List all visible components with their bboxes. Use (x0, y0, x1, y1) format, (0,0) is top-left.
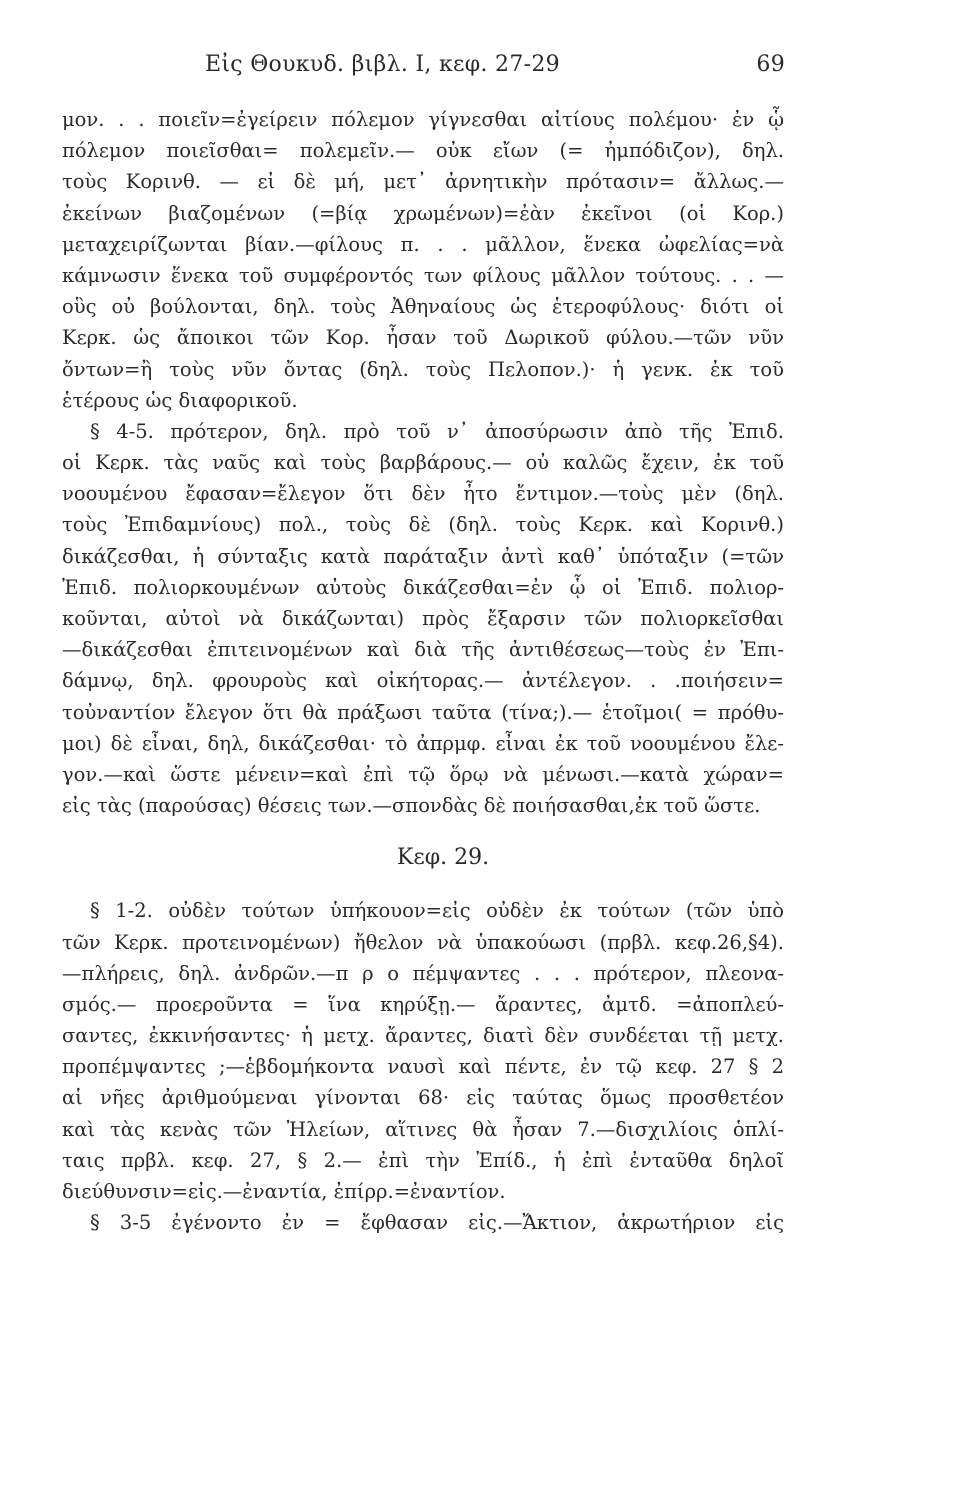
text-line: τοὺς Κορινθ. — εἰ δὲ μή, μετ᾽ ἀρνητικὴν πρότασιν= ἄλλως.— (62, 170, 784, 194)
text-line: —πλήρεις, δηλ. ἀνδρῶν.—π ρ ο πέμψαντες . . . πρότερον, πλεονα- (62, 961, 784, 985)
text-line: οἱ Κερκ. τὰς ναῦς καὶ τοὺς βαρβάρους.— οὐ καλῶς ἔχειν, ἐκ τοῦ (62, 451, 784, 475)
text-line: ὄντων=ἢ τοὺς νῦν ὄντας (δηλ. τοὺς Πελοπον.)· ἡ γενκ. ἐκ τοῦ (62, 357, 784, 381)
running-title: Εἰς Θουκυδ. βιβλ. Ι, κεφ. 27-29 (205, 52, 560, 77)
text-line: κοῦνται, αὐτοὶ νὰ δικάζωνται) πρὸς ἔξαρσιν τῶν πολιορκεῖσθαι (62, 607, 784, 630)
text-line: κάμνωσιν ἕνεκα τοῦ συμφέροντός των φίλους μᾶλλον τούτους. . . — (62, 263, 784, 287)
text-line: πόλεμον ποιεῖσθαι= πολεμεῖν.— οὐκ εἴων (= ἠμπόδιζον), δηλ. (62, 139, 784, 163)
text-line: § 1-2. οὐδὲν τούτων ὑπήκουον=εἰς οὐδὲν ἐκ τούτων (τῶν ὑπὸ (90, 899, 784, 923)
page-number: 69 (756, 52, 785, 77)
text-line: διεύθυνσιν=εἰς.—ἐναντία, ἐπίρρ.=ἐναντίον. (62, 1180, 506, 1203)
text-line: § 4-5. πρότερον, δηλ. πρὸ τοῦ ν᾽ ἀποσύρωσιν ἀπὸ τῆς Ἐπιδ. (90, 419, 784, 443)
text-line: ἑτέρους ὡς διαφορικοῦ. (62, 388, 298, 412)
text-line: μεταχειρίζωνται βίαν.—φίλους π. . . μᾶλλον, ἕνεκα ὠφελίας=νὰ (62, 232, 784, 256)
text-line: καὶ τὰς κενὰς τῶν Ἠλείων, αἵτινες θὰ ἦσαν 7.—δισχιλίοις ὁπλί- (62, 1117, 784, 1141)
text-line: τοὐναντίον ἔλεγον ὅτι θὰ πράξωσι ταῦτα (τίνα;).— ἑτοῖμοι( = πρόθυ- (62, 700, 784, 724)
text-line: Ἐπιδ. πολιορκουμένων αὐτοὺς δικάζεσθαι=ἐν ᾧ οἱ Ἐπιδ. πολιορ- (62, 575, 784, 599)
text-line: § 3-5 ἐγένοντο ἐν = ἔφθασαν εἰς.—Ἄκτιον, ἀκρωτήριον εἰς (90, 1211, 784, 1235)
text-line: τοὺς Ἐπιδαμνίους) πολ., τοὺς δὲ (δηλ. τοὺς Κερκ. καὶ Κορινθ.) (62, 513, 784, 537)
paragraph-chapter-29-notes (62, 895, 784, 1238)
text-line: ἐκείνων βιαζομένων (=βίᾳ χρωμένων)=ἐὰν ἐκεῖνοι (οἱ Κορ.) (62, 201, 784, 225)
paragraph-chapter-28-notes (62, 104, 784, 416)
text-line: —δικάζεσθαι ἐπιτεινομένων καὶ διὰ τῆς ἀντιθέσεως—τοὺς ἐν Ἐπι- (62, 638, 784, 662)
text-line: προπέμψαντες ;—ἑβδομήκοντα ναυσὶ καὶ πέντε, ἐν τῷ κεφ. 27 § 2 (62, 1055, 784, 1079)
text-line: δικάζεσθαι, ἡ σύνταξις κατὰ παράταξιν ἀντὶ καθ᾽ ὑπόταξιν (=τῶν (62, 544, 784, 568)
text-line: τῶν Κερκ. προτεινομένων) ἤθελον νὰ ὑπακούωσι (πρβλ. κεφ.26,§4). (62, 930, 784, 954)
text-line: δάμνῳ, δηλ. φρουροὺς καὶ οἰκήτορας.— ἀντέλεγον. . .ποιήσειν= (62, 669, 784, 693)
commentary-text (62, 104, 784, 1238)
chapter-heading: Κεφ. 29. (396, 845, 490, 871)
text-line: ταις πρβλ. κεφ. 27, § 2.— ἐπὶ τὴν Ἐπίδ., ἡ ἐπὶ ἐνταῦθα δηλοῖ (62, 1148, 784, 1172)
text-line: εἰς τὰς (παρούσας) θέσεις των.—σπονδὰς δὲ ποιήσασθαι,ἐκ τοῦ ὥστε. (62, 794, 761, 818)
text-line: σαντες, ἐκκινήσαντες· ἡ μετχ. ἄραντες, διατὶ δὲν συνδέεται τῇ μετχ. (62, 1024, 784, 1048)
text-line: σμός.— προεροῦντα = ἵνα κηρύξῃ.— ἄραντες, ἀμτδ. =ἀποπλεύ- (62, 992, 784, 1016)
text-line: αἱ νῆες ἀριθμούμεναι γίνονται 68· εἰς ταύτας ὅμως προσθετέον (62, 1086, 784, 1110)
text-line: νοουμένου ἔφασαν=ἔλεγον ὅτι δὲν ἦτο ἔντιμον.—τοὺς μὲν (δηλ. (62, 482, 784, 506)
text-line: μοι) δὲ εἶναι, δηλ, δικάζεσθαι· τὸ ἀπρμφ. εἶναι ἐκ τοῦ νοουμένου ἔλε- (62, 731, 784, 755)
text-line: γον.—καὶ ὥστε μένειν=καὶ ἐπὶ τῷ ὅρῳ νὰ μένωσι.—κατὰ χώραν= (62, 762, 784, 786)
paragraph-section-4-5 (62, 416, 784, 821)
text-line: μον. . . ποιεῖν=ἐγείρειν πόλεμον γίγνεσθαι αἰτίους πολέμου· ἐν ᾧ (62, 108, 784, 131)
text-line: Κερκ. ὡς ἄποικοι τῶν Κορ. ἦσαν τοῦ Δωρικοῦ φύλου.—τῶν νῦν (62, 326, 784, 350)
text-line: οὓς οὐ βούλονται, δηλ. τοὺς Ἀθηναίους ὡς ἑτεροφύλους· διότι οἱ (62, 295, 784, 319)
